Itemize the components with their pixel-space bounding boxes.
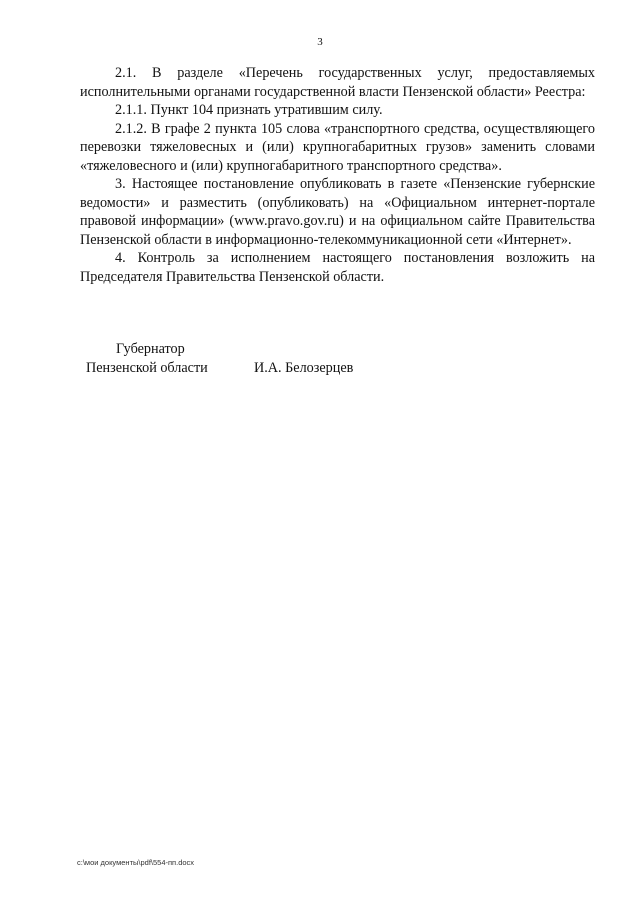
document-body xyxy=(80,64,595,286)
paragraph-4: 4. Контроль за исполнением настоящего постановления возложить на Председателя Правительства Пензенской области. xyxy=(80,250,595,285)
page-number: 3 xyxy=(317,36,323,48)
paragraph-2-1-1: 2.1.1. Пункт 104 признать утратившим силу. xyxy=(115,102,383,118)
paragraph-2-1: 2.1. В разделе «Перечень государственных услуг, предоставляемых исполнительными органами государственной власти Пензенской области» Реестра: xyxy=(80,65,595,100)
signatory-name: И.А. Белозерцев xyxy=(254,360,354,376)
signatory-region: Пензенской области xyxy=(86,360,208,376)
footer-file-path: c:\мои документы\pdf\554-пп.docx xyxy=(77,858,195,867)
paragraph-2-1-2: 2.1.2. В графе 2 пункта 105 слова «транспортного средства, осуществляющего перевозки тяжеловесных и (или) крупногабаритных грузов» заменить словами «тяжеловесного и (или) крупногабаритного транспортного средства». xyxy=(80,120,595,174)
paragraph-3: 3. Настоящее постановление опубликовать в газете «Пензенские губернские ведомости» и разместить (опубликовать) на «Официальном интернет-портале правовой информации» (www.pravo.gov.ru) и на официальном сайте Правительства Пензенской области в информационно-телекоммуникационной сети «Интернет». xyxy=(80,176,595,248)
signatory-title: Губернатор xyxy=(116,341,185,357)
